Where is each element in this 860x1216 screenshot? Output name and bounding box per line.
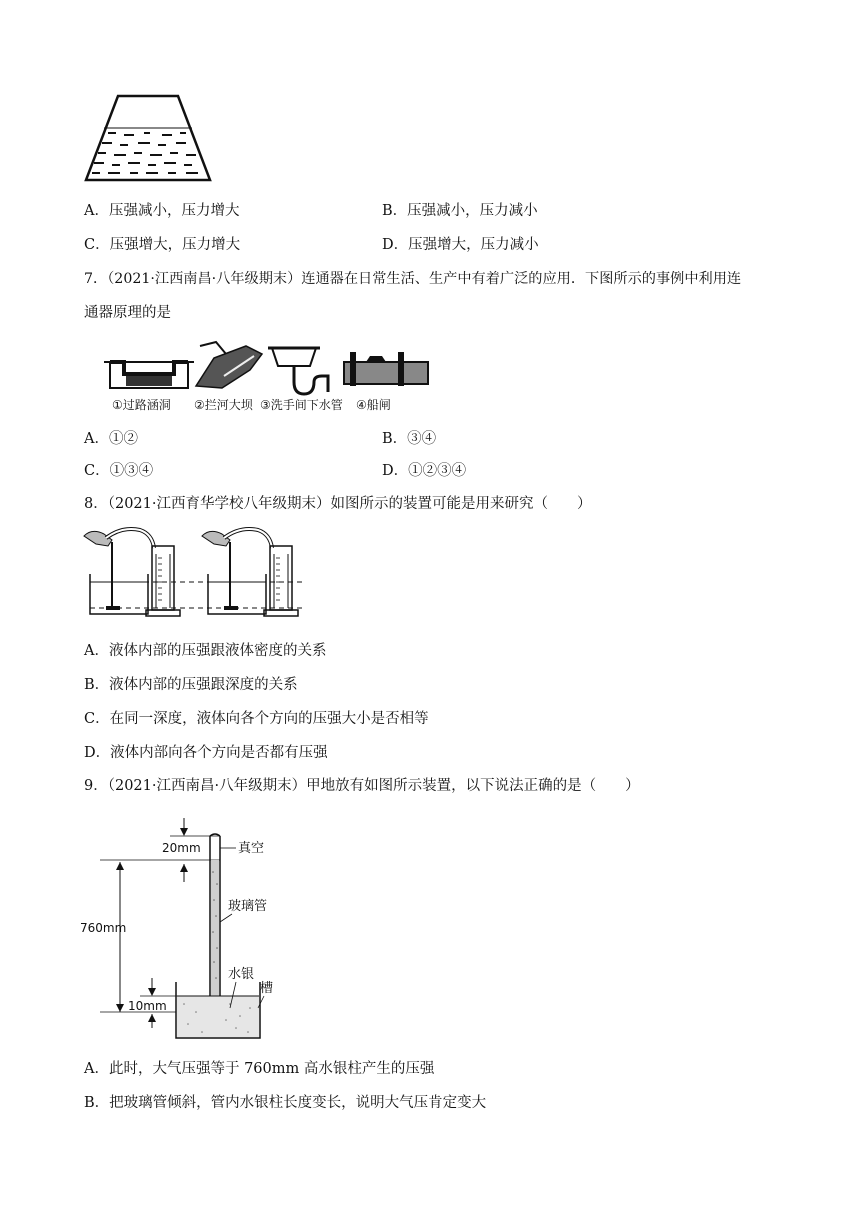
q6-option-b[interactable]: B．压强减小，压力减小 [382,203,538,219]
q7-option-d[interactable]: D．①②③④ [382,463,467,479]
q8-option-a[interactable]: A．液体内部的压强跟液体密度的关系 [84,643,327,659]
q7-stem-line2: 通器原理的是 [84,305,171,321]
q6-option-d[interactable]: D．压强增大，压力减小 [382,237,539,253]
q7-figure [104,336,434,418]
label-20mm: 20mm [162,841,201,855]
q9-option-a[interactable]: A．此时，大气压强等于 760mm 高水银柱产生的压强 [84,1061,435,1077]
q7-option-b[interactable]: B．③④ [382,431,437,447]
dam-illustration [196,342,262,388]
q7-caption-1: ①过路涵洞 [112,398,171,412]
q6-container-figure [82,92,214,184]
label-mercury: 水银 [228,967,255,982]
q8-manometer-figure [82,524,312,620]
q8-setup-left [84,529,180,616]
culvert-illustration [104,362,194,388]
q7-option-a[interactable]: A．①② [84,431,138,447]
label-vacuum: 真空 [238,841,265,856]
q6-option-a[interactable]: A．压强减小，压力增大 [84,203,240,219]
q8-option-b[interactable]: B．液体内部的压强跟深度的关系 [84,677,298,693]
label-glass-tube: 玻璃管 [228,899,268,914]
label-10mm: 10mm [128,999,167,1013]
q8-stem: 8．（2021·江西育华学校八年级期末）如图所示的装置可能是用来研究（ ） [84,496,592,512]
q7-caption-3: ③洗手间下水管 [260,398,343,412]
q6-option-c[interactable]: C．压强增大，压力增大 [84,237,241,253]
label-760mm: 760mm [80,921,127,935]
q7-caption-2: ②拦河大坝 [194,398,253,412]
q7-stem-line1: 7．（2021·江西南昌·八年级期末）连通器在日常生活、生产中有着广泛的应用．下图所示的事例中利用连 [84,271,742,287]
label-trough: 槽 [260,981,274,996]
ship-lock-illustration [344,352,428,386]
q9-torricelli-figure [80,812,300,1042]
sink-drain-illustration [268,348,328,394]
q8-setup-right [202,529,298,616]
q7-option-c[interactable]: C．①③④ [84,463,154,479]
q7-caption-4: ④船闸 [356,398,391,412]
q8-option-d[interactable]: D．液体内部向各个方向是否都有压强 [84,745,328,761]
q8-option-c[interactable]: C．在同一深度，液体向各个方向的压强大小是否相等 [84,711,429,727]
q9-stem: 9．（2021·江西南昌·八年级期末）甲地放有如图所示装置，以下说法正确的是（ ） [84,778,640,794]
q9-option-b[interactable]: B．把玻璃管倾斜，管内水银柱长度变长，说明大气压肯定变大 [84,1095,487,1111]
